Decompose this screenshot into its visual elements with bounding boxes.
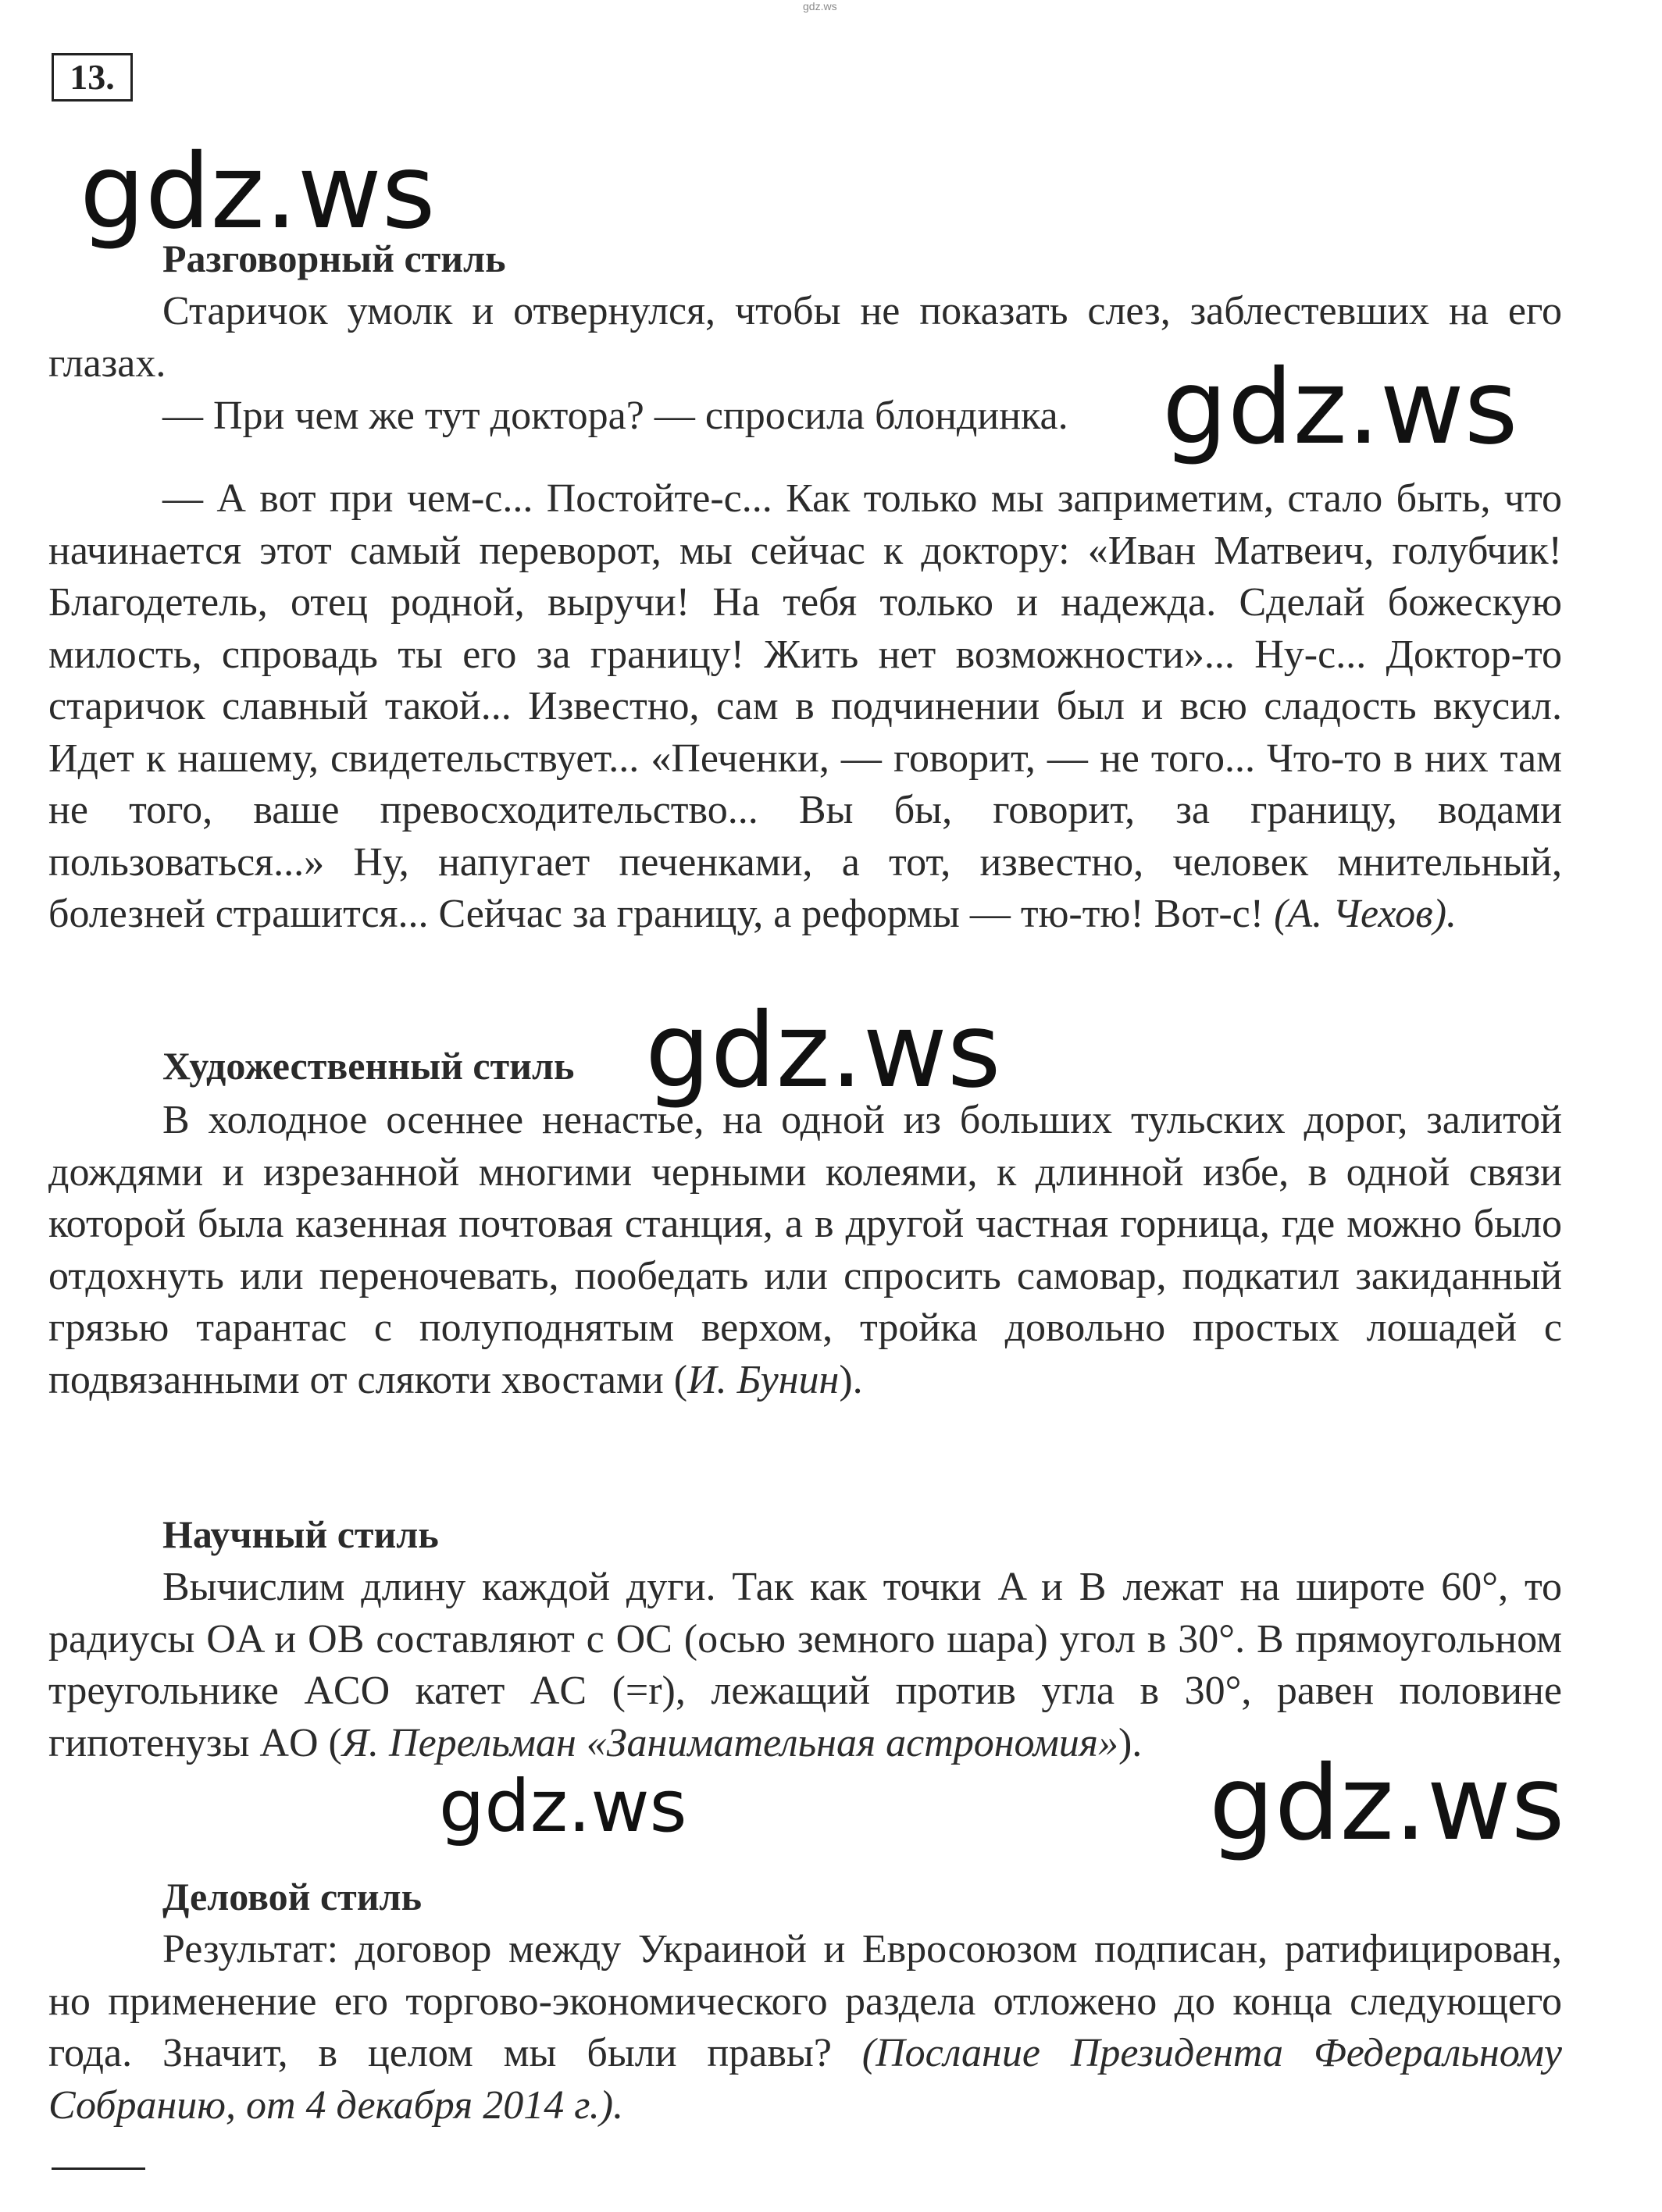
- top-watermark-text: gdz.ws: [803, 0, 837, 12]
- conversational-source: (А. Чехов).: [1274, 892, 1457, 936]
- watermark-4: gdz.ws: [439, 1765, 687, 1848]
- conversational-text-2: — При чем же тут доктора? — спросила блондинка.: [162, 394, 1068, 438]
- scientific-source-close: ).: [1118, 1720, 1143, 1765]
- watermark-5: gdz.ws: [1209, 1744, 1565, 1864]
- watermark-3: gdz.ws: [645, 991, 1001, 1111]
- conversational-paragraph-3: [48, 473, 1562, 941]
- watermark-1: gdz.ws: [80, 132, 436, 252]
- business-paragraph: [48, 1924, 1562, 2132]
- conversational-text-1: Старичок умолк и отвернулся, чтобы не показать слез, заблестевших на его глазах.: [48, 289, 1562, 386]
- section-heading-business: Деловой стиль: [162, 1875, 423, 1918]
- artistic-source-open: (: [673, 1357, 688, 1402]
- conversational-paragraph-1: [48, 286, 1562, 390]
- scientific-source: Я. Перельман «Занимательная астрономия»: [341, 1720, 1118, 1765]
- section-heading-scientific: Научный стиль: [162, 1512, 439, 1556]
- conversational-paragraph-2: [48, 390, 1562, 443]
- source-underline: [52, 2167, 145, 2170]
- scientific-source-open: (: [328, 1720, 342, 1765]
- watermark-2: gdz.ws: [1162, 347, 1518, 468]
- section-heading-artistic: Художественный стиль: [162, 1044, 575, 1088]
- artistic-paragraph: [48, 1095, 1562, 1406]
- section-heading-conversational: Разговорный стиль: [162, 237, 506, 280]
- artistic-text: В холодное осеннее ненастье, на одной из больших тульских дорог, залитой дождями и изрезанной многими черными колеями, к длинной избе, в одной связи которой была казенная почтовая станция, а в другой частная горница, где можно было отдохнуть или переночевать, пообедать или спросить самовар, подкатил закиданный грязью тарантас с полуподнятым верхом, тройка довольно простых лошадей с подвязанными от слякоти хвостами: [48, 1098, 1562, 1402]
- artistic-source-close: ).: [839, 1357, 863, 1402]
- business-text: Результат: договор между Украиной и Евросоюзом подписан, ратифицирован, но применение его торгово-экономического раздела отложено до конца следующего года. Значит, в целом мы были правы?: [48, 1927, 1562, 2075]
- conversational-text-3: — А вот при чем-с... Постойте-с... Как только мы заприметим, стало быть, что начинается этот самый переворот, мы сейчас к доктору: «Иван Матвеич, голубчик! Благодетель, отец родной, выручи! На тебя только и надежда. Сделай божескую милость, спровадь ты его за границу! Жить нет возможности»... Ну-с... Доктор-то старичок славный такой... Известно, сам в подчинении был и всю сладость вкусил. Идет к нашему, свидетельствует... «Печенки, — говорит, — не того... Что-то в них там не того, ваше превосходительство... Вы бы, говорит, за границу, водами пользоваться...» Ну, напугает печенками, а тот, известно, человек мнительный, болезней страшится... Сейчас за границу, а реформы — тю-тю! Вот-с!: [48, 476, 1562, 936]
- scientific-text: Вычислим длину каждой дуги. Так как точки A и B лежат на широте 60°, то радиусы OA и OB составляют с OC (осью земного шара) угол в 30°. В прямоугольном треугольнике ACO катет AC (=r), лежащий против угла в 30°, равен половине гипотенузы AO: [48, 1565, 1562, 1765]
- exercise-number: 13.: [52, 53, 133, 102]
- scientific-paragraph: [48, 1562, 1562, 1769]
- business-source: (Послание Президента Федеральному Собранию, от 4 декабря 2014 г.).: [48, 2031, 1562, 2128]
- artistic-source: И. Бунин: [687, 1357, 840, 1402]
